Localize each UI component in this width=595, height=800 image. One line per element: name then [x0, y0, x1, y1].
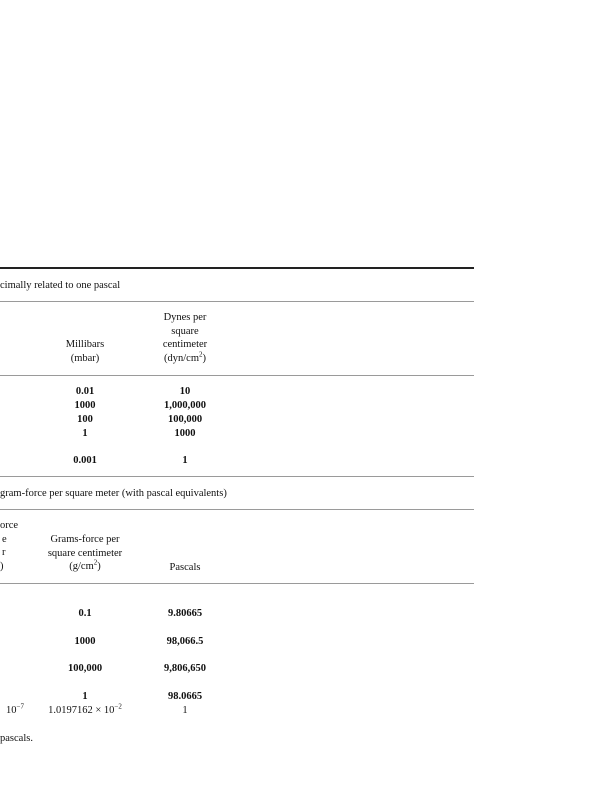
table2-cell-pa: 98,066.5 — [166, 636, 204, 647]
top-rule — [0, 267, 474, 269]
table2-caption: gram-force per square meter (with pascal equivalents) — [0, 488, 227, 499]
table1-caption-rule — [0, 301, 474, 302]
table1-cell-mbar: 1 — [82, 428, 88, 439]
table1-cell-mbar: 1000 — [74, 400, 96, 411]
table2-cell-g: 1000 — [74, 636, 96, 647]
table2-caption-rule — [0, 509, 474, 510]
table2-col1-header-fragment: orce e r ) — [0, 520, 19, 572]
table2-cell-pa: 9.80665 — [167, 608, 203, 619]
table2-cell-g: 1 — [82, 691, 88, 702]
table1-cell-dyn: 10 — [179, 386, 191, 397]
footnote: pascals. — [0, 733, 33, 744]
table2-last-row-col1: $10^{-7}$ — [6, 702, 24, 716]
table1-cell-mbar: 100 — [77, 414, 93, 425]
table2-header-rule — [0, 583, 474, 584]
table1-cell-dyn: 100,000 — [167, 414, 203, 425]
table1-header-dynes: Dynes per square centimeter $(dyn/cm^2)$ — [162, 312, 208, 364]
table1-cell-dyn: 1,000,000 — [164, 400, 206, 411]
table2-cell-pa: 98.0665 — [167, 691, 203, 702]
table2-header-pascals: Pascals — [169, 562, 201, 573]
table2-cell-g: 100,000 — [67, 663, 103, 674]
table1-cell-dyn: 1000 — [174, 428, 196, 439]
table1-cell-mbar: 0.001 — [73, 455, 97, 466]
table2-last-row-pa: 1 — [182, 705, 188, 716]
table1-header-millibars: Millibars (mbar) — [65, 339, 105, 364]
table2-cell-g: 0.1 — [78, 608, 92, 619]
table1-cell-mbar: 0.01 — [75, 386, 95, 397]
table2-cell-pa: 9,806,650 — [164, 663, 206, 674]
table2-last-row-g: $1.0197162 \times 10^{-2}$ — [48, 702, 122, 716]
table1-header-rule — [0, 375, 474, 376]
table1-cell-dyn: 1 — [182, 455, 188, 466]
table2-header-grams: Grams-force per square centimeter $(g/cm^2)$ — [47, 534, 123, 572]
table1-caption: cimally related to one pascal — [0, 280, 121, 291]
table2-top-rule — [0, 476, 474, 477]
